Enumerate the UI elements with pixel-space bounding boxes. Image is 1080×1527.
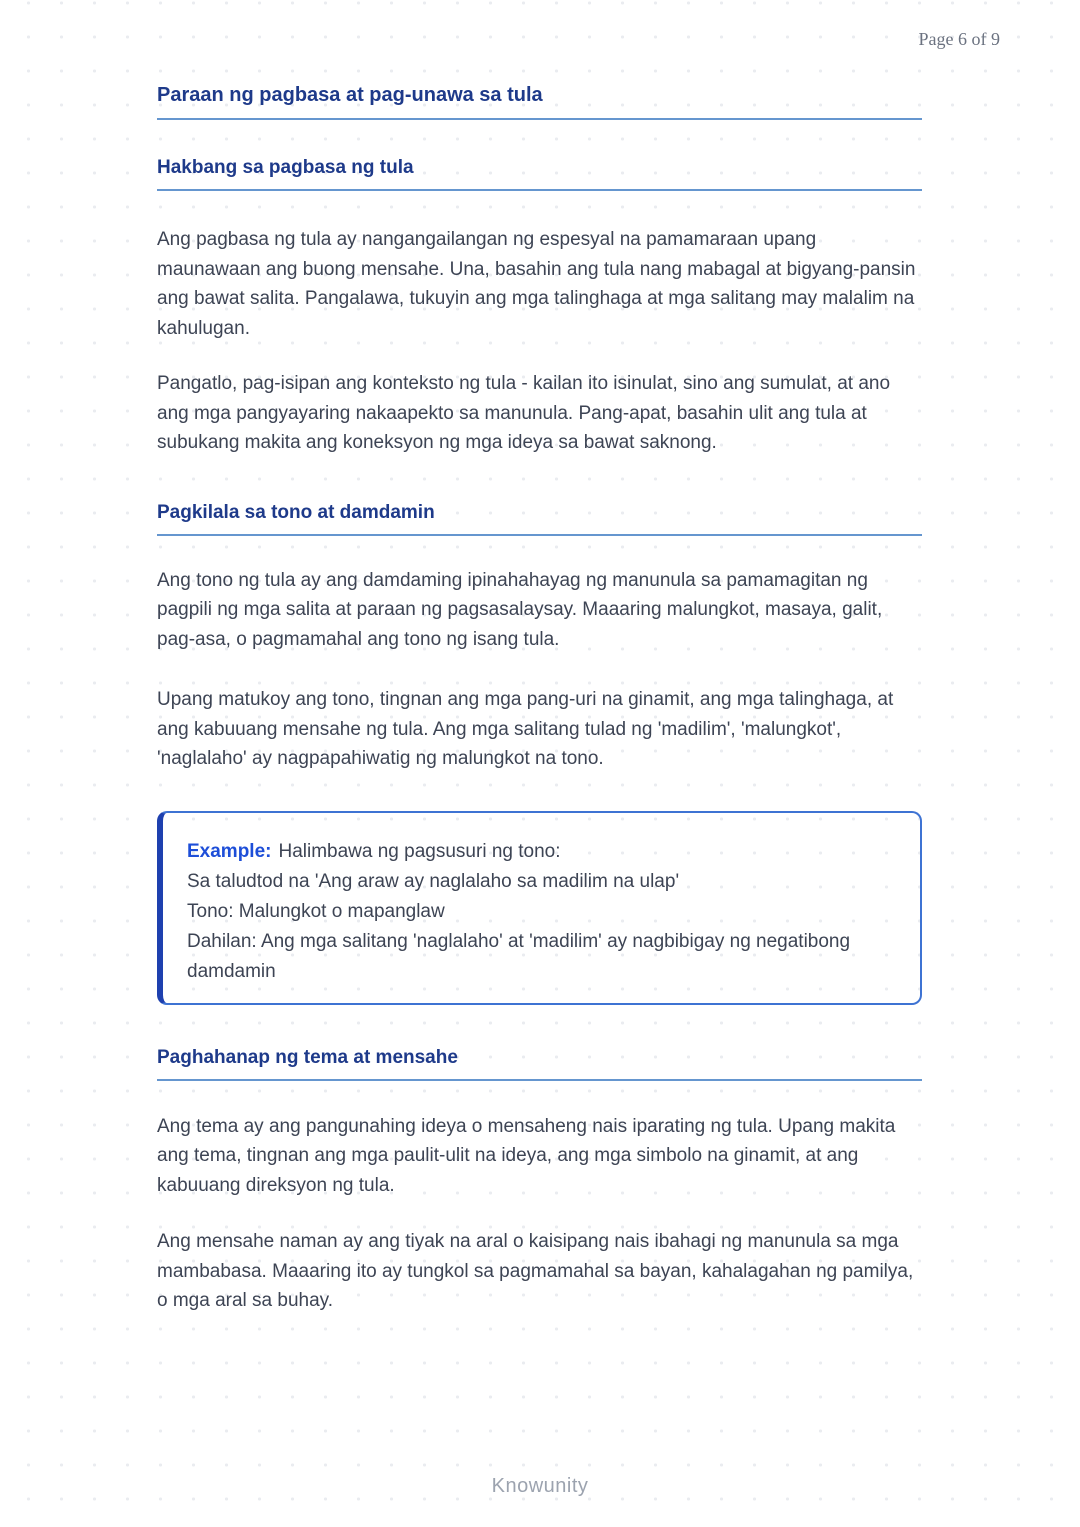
paragraph-theme-2: Ang mensahe naman ay ang tiyak na aral o kaisipang nais ibahagi ng manunula sa mga mambabasa. Maaaring ito ay tungkol sa pagmamahal sa bayan, kahalagahan ng pamilya, o mga aral sa buhay. <box>157 1231 914 1311</box>
example-intro-line <box>187 837 886 867</box>
paragraph-steps-1: Ang pagbasa ng tula ay nangangailangan ng espesyal na pamamaraan upang maunawaan ang buong mensahe. Una, basahin ang tula nang mabagal at bigyang-pansin ang bawat salita. Pangalawa, tukuyin ang mga talinghaga at mga salitang may malalim na kahulugan. <box>157 229 916 339</box>
example-intro-text: Halimbawa ng pagsusuri ng tono: <box>278 840 561 862</box>
section-heading-main: Paraan ng pagbasa at pag-unawa sa tula <box>157 84 922 120</box>
section-heading-steps: Hakbang sa pagbasa ng tula <box>157 157 922 191</box>
example-tone-line: Tono: Malungkot o mapanglaw <box>187 900 445 922</box>
example-verse-line: Sa taludtod na 'Ang araw ay naglalaho sa madilim na ulap' <box>187 870 680 892</box>
paragraph-tone-1: Ang tono ng tula ay ang damdaming ipinahahayag ng manunula sa pamamagitan ng pagpili ng mga salita at paraan ng pagsasalaysay. Maaaring malungkot, masaya, galit, pag-asa, o pagmamahal ang tono ng isang tula. <box>157 569 883 650</box>
example-label: Example: <box>187 840 272 862</box>
section-heading-theme: Paghahanap ng tema at mensahe <box>157 1047 922 1081</box>
example-callout <box>157 811 922 1005</box>
paragraph-steps-2: Pangatlo, pag-isipan ang konteksto ng tula - kailan ito isinulat, sino ang sumulat, at ano ang mga pangyayaring nakaapekto sa manunula. Pang-apat, basahin ulit ang tula at subukang makita ang koneksyon ng mga ideya sa bawat saknong. <box>157 373 891 453</box>
section-heading-tone: Pagkilala sa tono at damdamin <box>157 502 922 536</box>
page-number: Page 6 of 9 <box>918 29 1000 49</box>
paragraph-theme-1: Ang tema ay ang pangunahing ideya o mensaheng nais iparating ng tula. Upang makita ang tema, tingnan ang mga paulit-ulit na ideya, ang mga simbolo na ginamit, at ang kabuuang direksyon ng tula. <box>157 1115 896 1196</box>
document-content <box>157 84 922 1316</box>
paragraph-tone-2: Upang matukoy ang tono, tingnan ang mga pang-uri na ginamit, ang mga talinghaga, at ang kabuuang mensahe ng tula. Ang mga salitang tulad ng 'madilim', 'malungkot', 'naglalaho' ay nagpapahiwatig ng malungkot na tono. <box>157 689 894 769</box>
example-reason-line: Dahilan: Ang mga salitang 'naglalaho' at 'madilim' ay nagbibigay ng negatibong damdamin <box>187 930 851 982</box>
footer-brand: Knowunity <box>491 1475 589 1497</box>
